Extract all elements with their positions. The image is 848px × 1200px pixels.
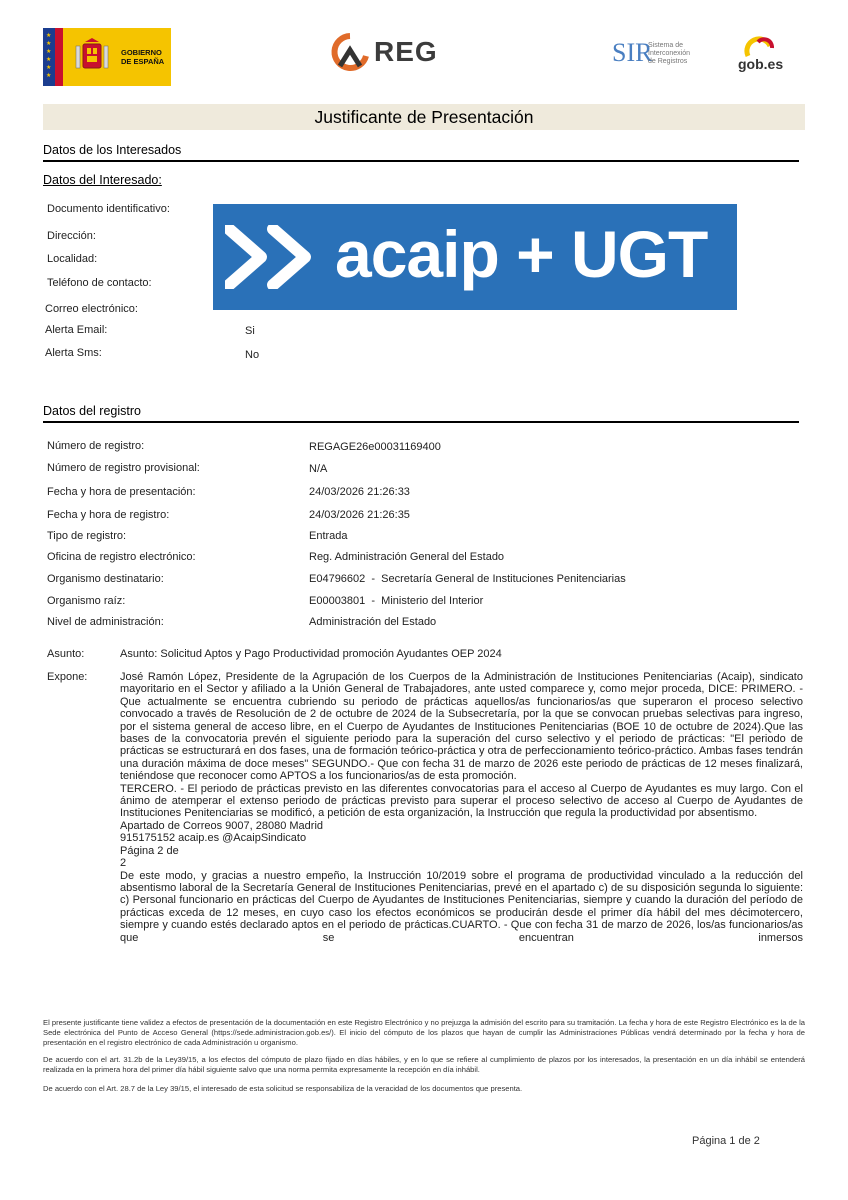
field-label-tipo-registro: Tipo de registro: bbox=[47, 530, 127, 542]
field-label-localidad: Localidad: bbox=[47, 253, 98, 265]
field-label-organismo-raiz: Organismo raíz: bbox=[47, 595, 126, 607]
gob-es-logo bbox=[738, 36, 800, 74]
field-label-organismo-destinatario: Organismo destinatario: bbox=[47, 573, 164, 585]
field-label-documento: Documento identificativo: bbox=[47, 203, 170, 215]
expone-paragraph: 2 bbox=[120, 857, 127, 870]
sir-logo-text: SIR bbox=[612, 38, 653, 67]
field-value-alerta-email: Si bbox=[245, 325, 255, 337]
reg-logo bbox=[330, 30, 440, 76]
section-divider bbox=[43, 421, 799, 423]
gobierno-espana-text: GOBIERNO DE ESPAÑA bbox=[121, 48, 165, 66]
footer-note: El presente justificante tiene validez a efectos de presentación de la documentación en este Registro Electrónico y no prejuzga la admisión del escrito para su tramitación. La fecha y hora de este Registro Electrónico es la de la Sede electrónica del Punto de Acceso General (https://sede.administracion.gob.es/). El inicio del cómputo de los plazos que hayan de cumplir las Administraciones Públicas vendrá determinado por la fecha y hora de presentación en el registro electrónico de cada Administración u organismo. bbox=[43, 1018, 805, 1047]
expone-paragraph: TERCERO. - El periodo de prácticas previsto en las diferentes convocatorias para el acceso al Cuerpo de Ayudantes es muy largo. Con el ánimo de atemperar el extenso periodo de prácticas previsto para superar el proceso selectivo de acceso al Cuerpo de Ayudantes de Instituciones Penitenciarias se modificó, a petición de esta organización, la Instrucción que regula la productividad por absentismo. bbox=[120, 782, 803, 820]
gob-es-swirl-icon bbox=[744, 36, 774, 58]
field-value-organismo-raiz: E00003801 - Ministerio del Interior bbox=[309, 595, 484, 607]
field-label-nivel-administracion: Nivel de administración: bbox=[47, 616, 164, 628]
interesado-subtitle: Datos del Interesado: bbox=[43, 173, 162, 187]
expone-paragraph: Página 2 de bbox=[120, 844, 179, 857]
interesados-section-title: Datos de los Interesados bbox=[43, 143, 182, 157]
field-value-numero-registro: REGAGE26e00031169400 bbox=[309, 441, 441, 453]
field-value-fecha-registro: 24/03/2026 21:26:35 bbox=[309, 509, 410, 521]
gobierno-espana-logo bbox=[43, 28, 171, 86]
page-number: Página 1 de 2 bbox=[692, 1135, 760, 1147]
expone-paragraph: 915175152 acaip.es @AcaipSindicato bbox=[120, 832, 307, 845]
acaip-ugt-text: acaip + UGT bbox=[335, 217, 708, 291]
expone-paragraph: De este modo, y gracias a nuestro empeño, la Instrucción 10/2019 sobre el programa de productividad vinculado a la reducción del absentismo laboral de la Secretaría General de Instituciones Penitenciarias, prevé en el apartado c) de su disposición segunda lo siguiente: c) Personal funcionario en prácticas del Cuerpo de Ayudantes de Instituciones Penitenciarias, siempre y cuando la duración del período de prácticas exceda de 12 meses, en cuyo caso los efectos económicos se producirán desde el primer día hábil del mes décimotercero, siempre y cuando estés declarado aptos en el periodo de prácticas.CUARTO. - Que con fecha 31 de marzo de 2026, los/as funcionarios/as que se encuentran inmersos bbox=[120, 869, 803, 944]
field-label-direccion: Dirección: bbox=[47, 230, 96, 242]
expone-paragraph: Apartado de Correos 9007, 28080 Madrid bbox=[120, 819, 324, 832]
coat-of-arms-icon bbox=[73, 38, 111, 78]
expone-paragraph: José Ramón López, Presidente de la Agrupación de los Cuerpos de la Administración de Instituciones Penitenciarias (Acaip), sindicato mayoritario en el Sector y afiliado a la Unión General de Trabajadores, ante usted comparece y, como mejor proceda, DICE: PRIMERO. - Que actualmente se encuentra cubriendo su periodo de prácticas aquellos/as funcionarios/as que superaron el proceso selectivo convocado a través de Resolución de 2 de octubre de 2024 de la Subsecretaría, por la que se convocan pruebas selectivas para ingreso, por el sistema general de acceso libre, en el Cuerpo de Ayudantes de Instituciones Penitenciarias (BOE 10 de octubre de 2024).Que las bases de la convocatoria prevén el siguiente periodo para la superación del curso selectivo y el periodo de prácticas: "El periodo de prácticas se estructurará en dos fases, una de formación teórico-práctica y otra de perfeccionamiento teórico-práctico. Ambas fases tendrán una duración máxima de doce meses" SEGUNDO.- Que con fecha 31 de marzo de 2026 este periodo de prácticas de 12 meses finalizará, teniéndose que reconocer como APTOS a los funcionarios/as de esta promoción. bbox=[120, 671, 803, 783]
field-value-organismo-destinatario: E04796602 - Secretaría General de Instituciones Penitenciarias bbox=[309, 573, 626, 585]
asunto-value: Asunto: Solicitud Aptos y Pago Productividad promoción Ayudantes OEP 2024 bbox=[120, 648, 502, 660]
field-value-tipo-registro: Entrada bbox=[309, 530, 348, 542]
asunto-label: Asunto: bbox=[47, 648, 85, 660]
field-label-numero-registro: Número de registro: bbox=[47, 440, 145, 452]
field-label-alerta-sms: Alerta Sms: bbox=[45, 347, 102, 359]
expone-label: Expone: bbox=[47, 671, 88, 683]
page-title: Justificante de Presentación bbox=[314, 107, 534, 127]
footer-note: De acuerdo con el Art. 28.7 de la Ley 39/15, el interesado de esta solicitud se responsabiliza de la veracidad de los documentos que presenta. bbox=[43, 1084, 523, 1093]
gob-es-text: gob.es bbox=[738, 56, 784, 72]
eu-stars-icon: ★ ★ ★ ★ ★ ★ bbox=[46, 33, 52, 79]
field-value-alerta-sms: No bbox=[245, 349, 260, 361]
footer-note: De acuerdo con el art. 31.2b de la Ley39/15, a los efectos del cómputo de plazo fijado en días hábiles, y en lo que se refiere al cumplimiento de plazos por los interesados, la presentación en un día inhábil se entenderá realizada en la primera hora del primer día hábil siguiente salvo que una norma permita expresamente la recepción en día inhábil. bbox=[43, 1055, 805, 1074]
flag-red-stripe bbox=[55, 28, 63, 86]
field-value-registro-provisional: N/A bbox=[309, 463, 328, 475]
field-value-oficina: Reg. Administración General del Estado bbox=[309, 551, 505, 563]
field-value-nivel-administracion: Administración del Estado bbox=[309, 616, 437, 628]
sir-logo bbox=[612, 38, 712, 72]
field-label-oficina: Oficina de registro electrónico: bbox=[47, 551, 196, 563]
field-label-telefono: Teléfono de contacto: bbox=[47, 277, 152, 289]
field-label-fecha-registro: Fecha y hora de registro: bbox=[47, 509, 170, 521]
reg-logo-text: REG bbox=[374, 36, 438, 67]
registro-section-title: Datos del registro bbox=[43, 404, 141, 418]
field-value-fecha-presentacion: 24/03/2026 21:26:33 bbox=[309, 486, 410, 498]
field-label-fecha-presentacion: Fecha y hora de presentación: bbox=[47, 486, 196, 498]
field-label-alerta-email: Alerta Email: bbox=[45, 324, 108, 336]
expone-text bbox=[120, 671, 803, 944]
acaip-ugt-banner bbox=[213, 204, 737, 310]
field-label-registro-provisional: Número de registro provisional: bbox=[47, 462, 200, 474]
reg-swirl-icon bbox=[330, 32, 370, 76]
section-divider bbox=[43, 160, 799, 162]
double-chevron-icon bbox=[225, 225, 325, 289]
field-label-correo: Correo electrónico: bbox=[45, 303, 138, 315]
sir-sub-text: Sistema de Interconexión de Registros bbox=[648, 42, 691, 65]
